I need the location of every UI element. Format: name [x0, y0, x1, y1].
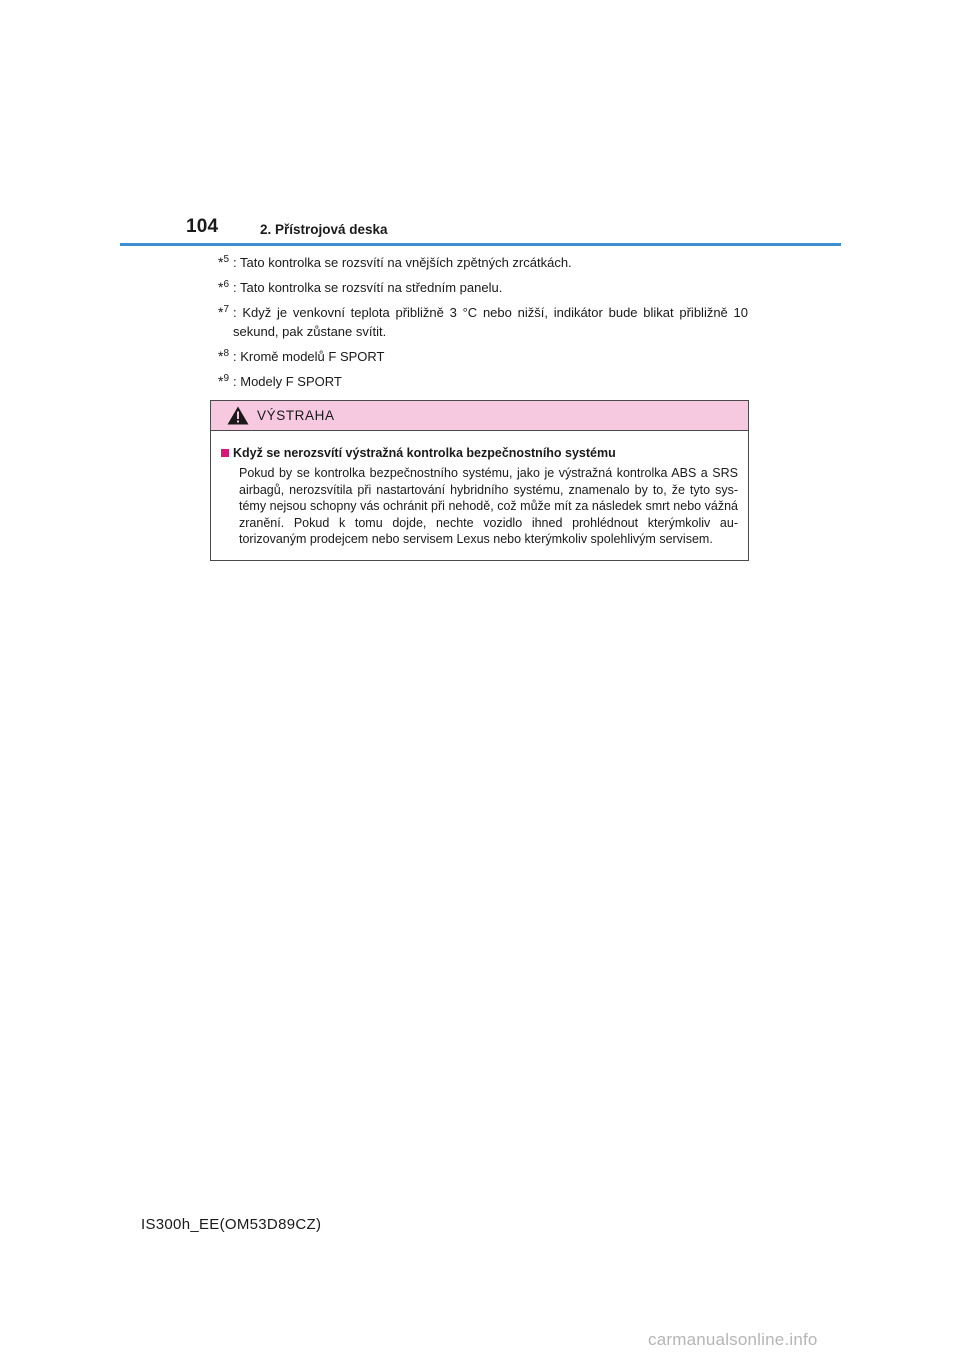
footnote: [218, 278, 748, 297]
watermark: carmanualsonline.info: [648, 1330, 818, 1349]
footnote-mark: *$^5$: [218, 254, 230, 270]
warning-item-text: Pokud by se kontrolka bezpečnostního systému, jako je výstražná kontrolka ABS a SRS airbagů, nerozsvítila při nastartování hybridního systému, znamenalo by to, že tyto sys-témy nejsou schopny vás ochránit při nehodě, což může mít za následek smrt nebo vážná zranění. Pokud k tomu dojde, nechte vozidlo ihned prohlédnout kterýmkoliv au-torizovaným prodejcem nebo servisem Lexus nebo kterýmkoliv spolehlivým servisem.: [239, 466, 738, 546]
warning-header: [211, 401, 748, 431]
footnote-mark: *$^9$: [218, 373, 230, 389]
warning-item-title-text: Když se nerozsvítí výstražná kontrolka bezpečnostního systému: [233, 446, 616, 460]
footnote-text: : Tato kontrolka se rozsvítí na středním panelu.: [233, 280, 503, 295]
footnote: [218, 347, 748, 366]
footnote: [218, 372, 748, 391]
footnote: [218, 253, 748, 272]
footnote-text: : Když je venkovní teplota přibližně 3 °C nebo nižší, indikátor bude blikat přibližně 10 sekund, pak zůstane svítit.: [233, 305, 748, 339]
footnote-mark: *$^7$: [218, 304, 230, 320]
footnote-text: : Kromě modelů F SPORT: [233, 349, 385, 364]
footnote-mark: *$^8$: [218, 348, 230, 364]
footnotes: [218, 253, 748, 397]
footnote: [218, 303, 748, 341]
footnote-text: : Tato kontrolka se rozsvítí na vnějších zpětných zrcátkách.: [233, 255, 572, 270]
page-number: 104: [186, 216, 219, 237]
warning-triangle-icon: [227, 406, 249, 425]
header-rule: [120, 243, 841, 246]
bullet-square-icon: [221, 449, 229, 457]
footnote-mark: *$^6$: [218, 279, 230, 295]
footnote-text: : Modely F SPORT: [233, 374, 342, 389]
section-title: 2. Přístrojová deska: [260, 222, 388, 237]
warning-box: [210, 400, 749, 561]
warning-item-title: [221, 445, 738, 461]
warning-body: [211, 431, 748, 548]
document-id: IS300h_EE(OM53D89CZ): [141, 1216, 322, 1233]
warning-label: VÝSTRAHA: [257, 408, 335, 423]
